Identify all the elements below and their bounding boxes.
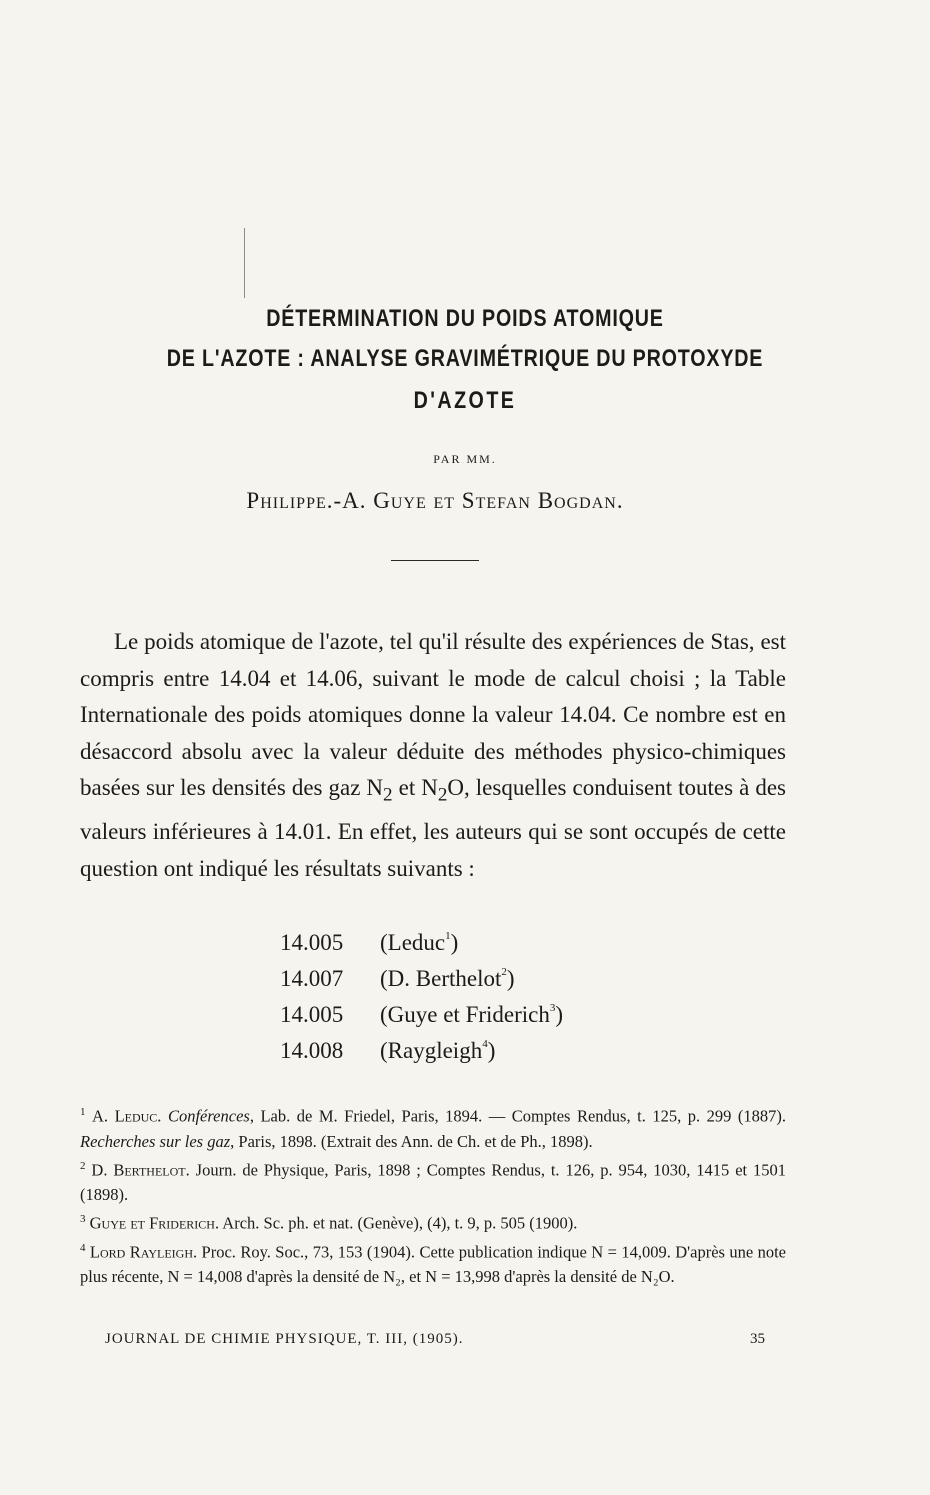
result-author: (Leduc (380, 930, 446, 955)
result-row (280, 966, 563, 1002)
result-author: (Guye et Friderich (380, 1002, 550, 1027)
footnote-text: , Lab. de M. Friedel, Paris, 1894. — Comptes Rendus, t. 125, p. 299 (1887). (249, 1106, 786, 1126)
footnote-text: Arch. Sc. ph. et nat. (Genève), (4), t. 9, p. 505 (1900). (219, 1213, 578, 1233)
footnote-ref: 1 (445, 930, 451, 942)
journal-reference: JOURNAL DE CHIMIE PHYSIQUE, T. III, (1905). (105, 1331, 464, 1347)
footnote-author: Lord Rayleigh. (89, 1242, 198, 1261)
body-text-part-1: Le poids atomique de l'azote, tel qu'il résulte des expériences de Stas, est compris entre 14.04 et 14.06, suivant le mode de calcul choisi ; la Table Internationale des poids atomiques donne la valeur 14.04. Ce nombre est en désaccord absolu avec la valeur déduite des méthodes physico-chimiques basées sur les densités des gaz N (80, 629, 786, 800)
page-number: 35 (750, 1331, 765, 1347)
footnote-text: Proc. Roy. Soc., 73, 153 (1904). Cette publication indique N = 14,009. D'après une note plus récente, N = 14,008 d'après la densité de N₂, et N = 13,998 d'après la densité de N₂O. (80, 1242, 787, 1286)
footnote-text: Journ. de Physique, Paris, 1898 ; Comptes Rendus, t. 126, p. 954, 1030, 1415 et 1501 (1898). (80, 1160, 787, 1204)
result-author: (D. Berthelot (380, 966, 502, 991)
result-value: 14.005 (280, 930, 344, 955)
page-footer (105, 1331, 765, 1348)
title-line-1: DÉTERMINATION DU POIDS ATOMIQUE (266, 305, 664, 332)
result-close-paren: ) (450, 930, 459, 955)
scan-mark (244, 228, 245, 298)
result-value: 14.008 (280, 1038, 344, 1063)
footnote-text: , Paris, 1898. (Extrait des Ann. de Ch. et de Ph., 1898). (230, 1131, 593, 1151)
result-close-paren: ) (506, 966, 515, 991)
footnote-4 (80, 1236, 786, 1290)
subscript-2: 2 (437, 784, 448, 806)
footnote-number: 2 (80, 1159, 86, 1172)
result-value: 14.007 (280, 966, 344, 991)
footnote-ref: 2 (501, 966, 507, 978)
byline: PAR MM. (433, 452, 497, 466)
footnote-number: 3 (80, 1213, 86, 1225)
result-close-paren: ) (487, 1038, 496, 1063)
footnote-author: A. Leduc. (92, 1106, 162, 1126)
footnote-1 (80, 1100, 786, 1154)
footnote-ref: 3 (549, 1002, 556, 1014)
footnote-3 (80, 1207, 786, 1236)
footnote-2 (80, 1154, 786, 1208)
subscript-2: 2 (383, 784, 393, 806)
body-text-part-2: et N (392, 775, 438, 800)
separator-rule (391, 560, 479, 561)
footnote-italic-title: Conférences (167, 1106, 250, 1126)
result-close-paren: ) (555, 1002, 564, 1027)
result-author: (Raygleigh (380, 1038, 483, 1063)
footnote-author: Guye et Friderich. (89, 1213, 220, 1233)
footnote-ref: 4 (482, 1038, 488, 1050)
body-paragraph (80, 624, 786, 887)
result-row (280, 1038, 563, 1074)
footnote-number: 1 (80, 1106, 86, 1118)
footnote-author: D. Berthelot. (91, 1160, 190, 1179)
result-row (280, 930, 563, 966)
result-value: 14.005 (280, 1002, 344, 1027)
body-text-part-3: O, lesquelles conduisent toutes à des valeurs inférieures à 14.01. En effet, les auteurs qui se sont occupés de cette question ont indiqué les résultats suivants : (80, 775, 786, 881)
title-line-2: DE L'AZOTE : ANALYSE GRAVIMÉTRIQUE DU PROTOXYDE (166, 345, 764, 372)
footnotes (80, 1100, 786, 1289)
result-row (280, 1002, 563, 1038)
footnote-italic-title: Recherches sur les gaz (80, 1131, 231, 1151)
footnote-number: 4 (80, 1241, 86, 1254)
title-line-3: D'AZOTE (413, 387, 517, 414)
authors: Philippe.-A. Guye et Stefan Bogdan. (246, 488, 624, 513)
results-list (280, 930, 563, 1074)
